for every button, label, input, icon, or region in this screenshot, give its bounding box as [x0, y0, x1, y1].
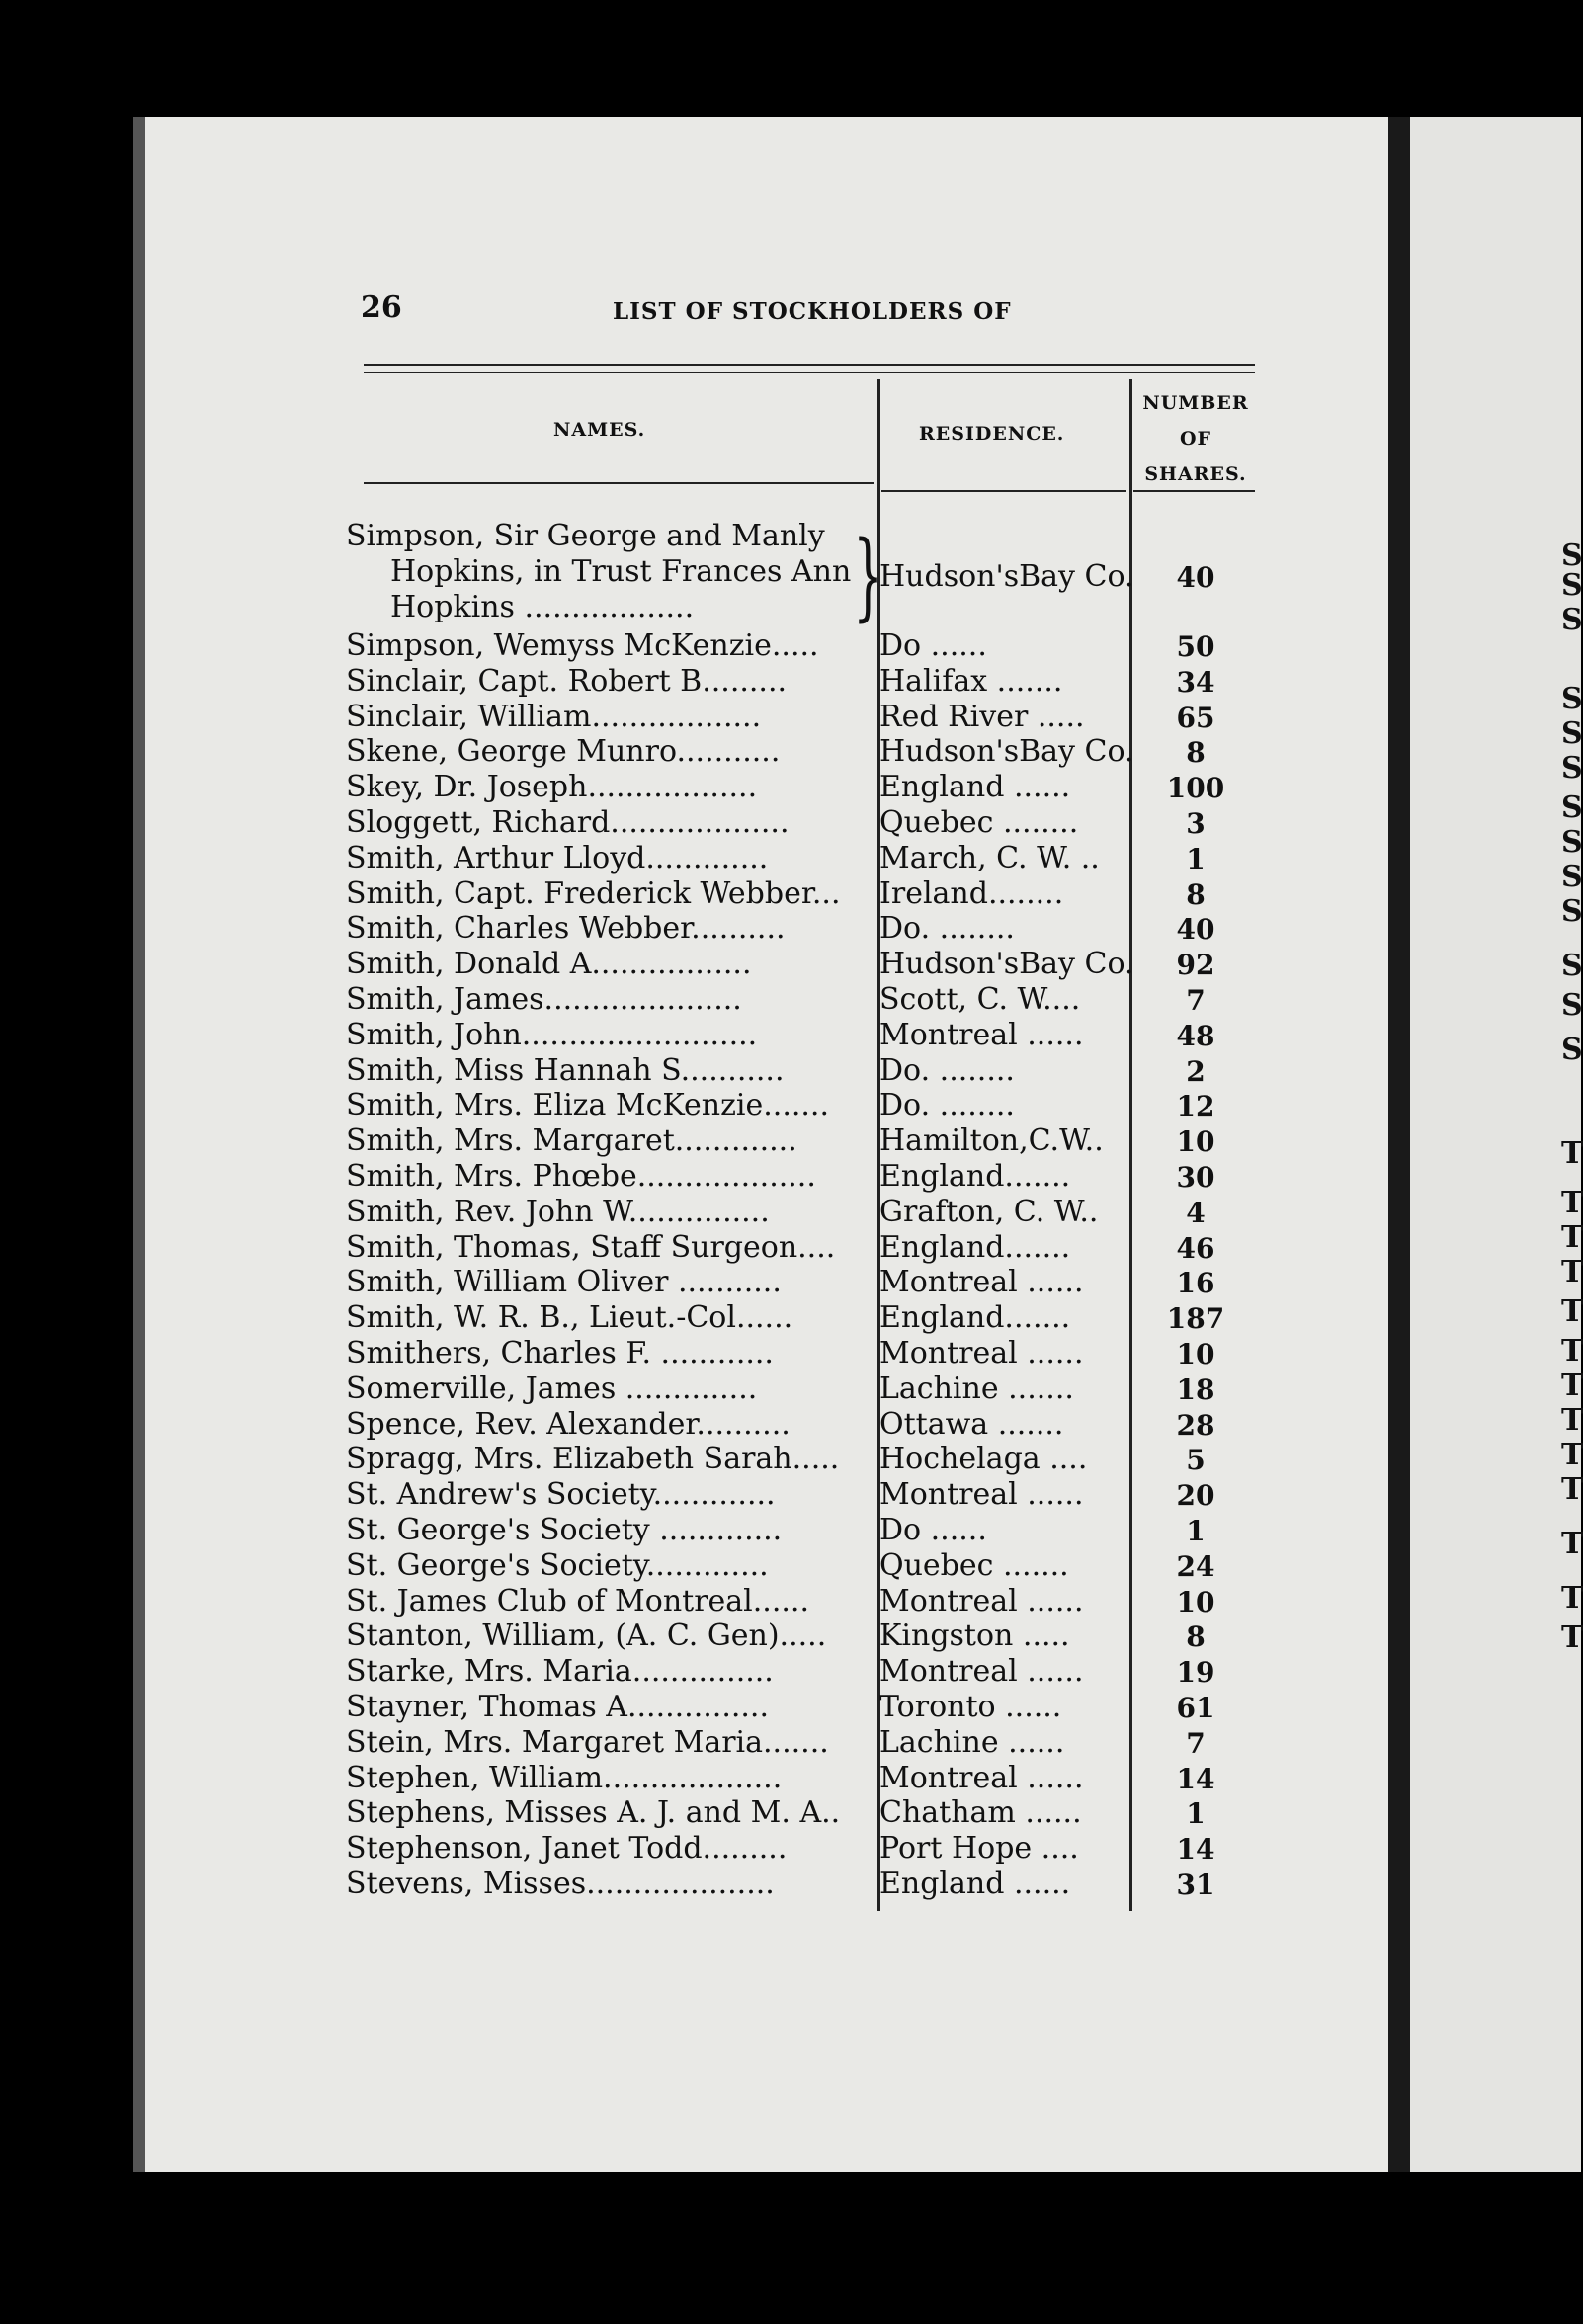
entry-residence: Scott, C. W.... [879, 982, 1081, 1017]
entry-shares: 1 [1186, 1515, 1206, 1547]
entry-residence: Montreal ...... [879, 1583, 1084, 1618]
entry-name: Smith, William Oliver ........... [346, 1265, 782, 1300]
entry-name: Smith, Thomas, Staff Surgeon.... [346, 1229, 836, 1265]
entry-residence: England....... [879, 1159, 1071, 1194]
entry-name: Sinclair, Capt. Robert B......... [346, 663, 788, 699]
entry-shares: 24 [1176, 1549, 1215, 1583]
entry-name: Smith, Mrs. Eliza McKenzie....... [346, 1088, 829, 1123]
entry-shares: 48 [1176, 1019, 1215, 1052]
entry-shares: 65 [1176, 701, 1215, 734]
facing-page-letter: S [1561, 539, 1583, 573]
entry-name: St. Andrew's Society............. [346, 1477, 776, 1513]
shares-header-line: NUMBER [1142, 392, 1249, 414]
entry-shares: 7 [1186, 1726, 1206, 1760]
header-rule-residence [881, 490, 1126, 492]
entry-residence: Chatham ...... [879, 1795, 1082, 1831]
facing-page-letter: T [1561, 1527, 1583, 1561]
entry-shares: 40 [1176, 561, 1215, 594]
facing-page-letter: T [1561, 1581, 1583, 1616]
entry-shares: 8 [1186, 877, 1206, 911]
entry-name: Sloggett, Richard................... [346, 805, 790, 840]
entry-name: Somerville, James .............. [346, 1370, 758, 1406]
entry-name: Spence, Rev. Alexander.......... [346, 1406, 791, 1442]
entry-residence: Red River ..... [879, 699, 1085, 734]
entry-residence: Hochelaga .... [879, 1442, 1088, 1477]
entry-shares: 18 [1176, 1372, 1215, 1406]
entry-shares: 100 [1166, 772, 1225, 805]
entry-residence: Lachine ...... [879, 1724, 1065, 1760]
entry-shares: 1 [1186, 842, 1206, 875]
entry-residence: Do. ........ [879, 911, 1015, 947]
entry-name: Skey, Dr. Joseph.................. [346, 770, 758, 805]
top-rule-second [364, 372, 1255, 374]
entry-name: Smith, James..................... [346, 982, 742, 1017]
entry-residence: England....... [879, 1300, 1071, 1336]
entry-name: Stanton, William, (A. C. Gen)..... [346, 1618, 827, 1654]
entry-name: Sinclair, William.................. [346, 699, 762, 734]
facing-page-letter: T [1561, 1472, 1583, 1507]
entry-residence: Toronto ...... [879, 1690, 1062, 1724]
entry-shares: 30 [1176, 1161, 1215, 1194]
entry-name: Simpson, Wemyss McKenzie..... [346, 628, 819, 663]
entry-name: Smith, Charles Webber.......... [346, 911, 786, 947]
entry-name: St. George's Society ............. [346, 1513, 783, 1547]
entry-shares: 28 [1176, 1408, 1215, 1442]
facing-page-letter: S [1561, 894, 1583, 929]
entry-shares: 14 [1176, 1833, 1215, 1867]
entry-name-line: Hopkins .................. [390, 590, 695, 624]
entry-shares: 8 [1186, 1620, 1206, 1654]
facing-page-letter: T [1561, 1186, 1583, 1220]
entry-residence: Kingston ..... [879, 1618, 1070, 1654]
entry-residence: England....... [879, 1229, 1071, 1265]
entry-shares: 10 [1176, 1585, 1215, 1618]
running-head: LIST OF STOCKHOLDERS OF [613, 298, 1012, 325]
facing-page-letter: T [1561, 1438, 1583, 1472]
facing-page-letter: S [1561, 682, 1583, 716]
facing-page-letter: S [1561, 1033, 1583, 1067]
entry-name: Smith, Mrs. Margaret............. [346, 1123, 797, 1159]
facing-page-letter: S [1561, 716, 1583, 751]
entry-name: Stayner, Thomas A............... [346, 1690, 769, 1724]
facing-page-letter: T [1561, 1255, 1583, 1289]
entry-name: Skene, George Munro........... [346, 734, 781, 770]
entry-residence: Montreal ...... [879, 1760, 1084, 1795]
entry-residence: Ottawa ....... [879, 1406, 1064, 1442]
facing-page-letter: T [1561, 1620, 1583, 1655]
entry-residence: Montreal ...... [879, 1654, 1084, 1690]
entry-name: Stephenson, Janet Todd......... [346, 1831, 788, 1867]
entry-residence: Do ...... [879, 628, 987, 663]
entry-residence: Hudson'sBay Co. [879, 947, 1134, 982]
header-rule-names [364, 482, 874, 484]
top-rule [364, 364, 1255, 366]
facing-page-letter: T [1561, 1334, 1583, 1369]
entry-shares: 19 [1176, 1656, 1215, 1690]
entry-name: Stephen, William................... [346, 1760, 783, 1795]
entry-residence: Quebec ........ [879, 805, 1079, 840]
entry-shares: 3 [1186, 807, 1206, 840]
entry-shares: 10 [1176, 1125, 1215, 1159]
facing-page-edge [1410, 117, 1581, 2172]
facing-page-letter: T [1561, 1220, 1583, 1255]
entry-residence: England ...... [879, 1867, 1071, 1901]
column-header-names: NAMES. [553, 419, 646, 441]
facing-page-letter: T [1561, 1403, 1583, 1438]
facing-page-letter: S [1561, 603, 1583, 637]
facing-page-letter: S [1561, 988, 1583, 1023]
entry-shares: 7 [1186, 984, 1206, 1017]
entry-shares: 2 [1186, 1054, 1206, 1088]
entry-shares: 16 [1176, 1267, 1215, 1300]
facing-page-letter: S [1561, 790, 1583, 825]
entry-name: Stein, Mrs. Margaret Maria....... [346, 1724, 829, 1760]
entry-residence: Ireland........ [879, 875, 1064, 911]
entry-shares: 40 [1176, 913, 1215, 947]
facing-page-letter: T [1561, 1136, 1583, 1171]
entry-shares: 187 [1166, 1302, 1225, 1336]
entry-name: Smithers, Charles F. ............ [346, 1336, 774, 1370]
column-divider-residence-shares [1129, 379, 1132, 1911]
entry-name: Starke, Mrs. Maria............... [346, 1654, 774, 1690]
entry-name: Smith, Mrs. Phœbe................... [346, 1159, 816, 1194]
entry-shares: 10 [1176, 1338, 1215, 1370]
facing-page-letter: S [1561, 825, 1583, 860]
facing-page-letter: S [1561, 568, 1583, 603]
entry-shares: 61 [1176, 1692, 1215, 1724]
entry-shares: 34 [1176, 665, 1215, 699]
entry-name: Stevens, Misses.................... [346, 1867, 775, 1901]
entry-name: Smith, John......................... [346, 1017, 758, 1052]
entry-shares: 8 [1186, 736, 1206, 770]
entry-residence: Do ...... [879, 1513, 987, 1547]
facing-page-letter: S [1561, 860, 1583, 894]
entry-name: Smith, W. R. B., Lieut.-Col...... [346, 1300, 793, 1336]
entry-residence: Do. ........ [879, 1052, 1015, 1088]
entry-name: St. James Club of Montreal...... [346, 1583, 809, 1618]
entry-residence: Grafton, C. W.. [879, 1194, 1099, 1229]
entry-shares: 31 [1176, 1868, 1215, 1901]
entry-name: Smith, Capt. Frederick Webber... [346, 875, 841, 911]
page-gutter [1388, 117, 1410, 2172]
entry-residence: England ...... [879, 770, 1071, 805]
entry-residence: Montreal ...... [879, 1017, 1084, 1052]
shares-header-line: OF [1179, 428, 1212, 450]
facing-page-letter: S [1561, 751, 1583, 786]
entry-residence: Do. ........ [879, 1088, 1015, 1123]
entry-shares: 50 [1176, 630, 1215, 663]
entry-residence: Halifax ....... [879, 663, 1063, 699]
entry-residence: Hamilton,C.W.. [879, 1123, 1104, 1159]
facing-page-letter: T [1561, 1294, 1583, 1329]
entry-residence: March, C. W. .. [879, 840, 1100, 875]
entry-name: Spragg, Mrs. Elizabeth Sarah..... [346, 1442, 840, 1477]
entry-name: Smith, Rev. John W............... [346, 1194, 770, 1229]
entry-name-line: Hopkins, in Trust Frances Ann [390, 554, 852, 589]
column-header-shares [1134, 385, 1257, 492]
entry-shares: 20 [1176, 1479, 1215, 1513]
entry-name: Smith, Donald A................. [346, 947, 752, 982]
entry-residence: Lachine ....... [879, 1370, 1074, 1406]
column-header-residence: RESIDENCE. [919, 423, 1065, 445]
entry-shares: 5 [1186, 1444, 1206, 1477]
entry-name: St. George's Society............. [346, 1547, 769, 1583]
entry-residence: Port Hope .... [879, 1831, 1079, 1867]
entry-residence: Montreal ...... [879, 1336, 1084, 1370]
entry-name: Smith, Arthur Lloyd............. [346, 840, 769, 875]
entry-residence: Quebec ....... [879, 1547, 1069, 1583]
facing-page-letter: S [1561, 949, 1583, 983]
entry-name: Smith, Miss Hannah S........... [346, 1052, 785, 1088]
page-number: 26 [361, 290, 402, 325]
entry-residence: Montreal ...... [879, 1477, 1084, 1513]
entry-shares: 14 [1176, 1762, 1215, 1795]
entry-shares: 4 [1186, 1196, 1206, 1229]
shares-header-line: SHARES. [1144, 463, 1247, 485]
entry-shares: 1 [1186, 1797, 1206, 1831]
entry-residence: Hudson'sBay Co. [879, 559, 1134, 594]
entry-name-line: Simpson, Sir George and Manly [346, 519, 825, 553]
entry-shares: 92 [1176, 949, 1215, 982]
facing-page-letter: T [1561, 1369, 1583, 1403]
entry-residence: Hudson'sBay Co. [879, 734, 1134, 770]
entry-shares: 46 [1176, 1231, 1215, 1265]
entry-residence: Montreal ...... [879, 1265, 1084, 1300]
entry-name: Stephens, Misses A. J. and M. A.. [346, 1795, 841, 1831]
entry-shares: 12 [1176, 1090, 1215, 1123]
brace-glyph: } [853, 521, 883, 631]
